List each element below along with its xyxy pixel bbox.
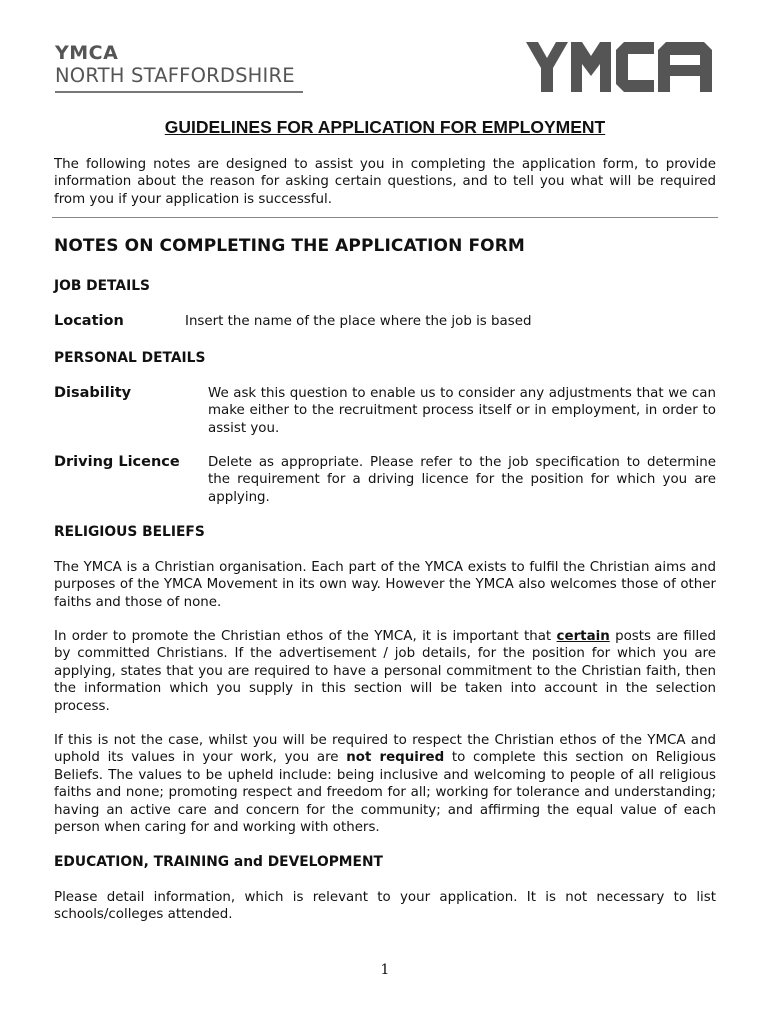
religious-p3-before: If this is not the case, whilst you will be required to respect the Christian ethos of the YMCA and uphold its values in your work, you are	[54, 733, 716, 766]
religious-p2-before: In order to promote the Christian ethos of the YMCA, it is important that	[54, 629, 557, 644]
religious-beliefs-heading: RELIGIOUS BELIEFS	[54, 524, 205, 540]
education-heading: EDUCATION, TRAINING and DEVELOPMENT	[54, 854, 383, 870]
emphasis-certain: certain	[556, 629, 610, 644]
ymca-logo-glyphs	[526, 42, 712, 92]
driving-licence-label: Driving Licence	[54, 454, 180, 470]
location-label: Location	[54, 313, 124, 329]
location-text: Insert the name of the place where the job is based	[185, 314, 532, 329]
brand-underline	[55, 91, 303, 93]
page-number: 1	[380, 962, 390, 978]
disability-label: Disability	[54, 385, 132, 401]
intro-paragraph: The following notes are designed to assist you in completing the application form, to provide information about the reason for asking certain questions, and to tell you what will be required from you if your application is successful.	[54, 157, 716, 207]
religious-paragraph-1: The YMCA is a Christian organisation. Each part of the YMCA exists to fulfil the Christian aims and purposes of the YMCA Movement in its own way. However the YMCA also welcomes those of other faiths and those of none.	[54, 560, 716, 610]
driving-licence-text: Delete as appropriate. Please refer to the job specification to determine the requirement for a driving licence for the position for which you are applying.	[208, 455, 716, 505]
religious-p2-after: posts are filled by committed Christians. If the advertisement / job details, for the position for which you are applying, states that you are required to have a personal commitment to the Christian faith, then the information which you supply in this section will be taken into account in the selection process.	[54, 629, 716, 714]
brand-line-north-staffordshire: NORTH STAFFORDSHIRE	[55, 64, 295, 87]
disability-text: We ask this question to enable us to consider any adjustments that we can make either to the recruitment process itself or in employment, in order to assist you.	[208, 386, 716, 436]
religious-paragraph-3	[54, 732, 716, 836]
brand-wordmark	[55, 42, 303, 93]
personal-details-heading: PERSONAL DETAILS	[54, 350, 206, 366]
religious-paragraph-2	[54, 628, 716, 715]
religious-p3-after: to complete this section on Religious Beliefs. The values to be upheld include: being inclusive and welcoming to people of all religious faiths and none; promoting respect and freedom for all; working for tolerance and understanding; having an active care and concern for the community; and affirming the equal value of each person when caring for and working with others.	[54, 750, 716, 836]
notes-heading: NOTES ON COMPLETING THE APPLICATION FORM	[54, 236, 525, 256]
emphasis-not-required: not required	[346, 750, 445, 766]
education-paragraph: Please detail information, which is relevant to your application. It is not necessary to list schools/colleges attended.	[54, 890, 716, 923]
ymca-logo	[524, 38, 714, 94]
section-divider	[52, 217, 718, 218]
job-details-heading: JOB DETAILS	[54, 278, 150, 294]
brand-line-ymca: YMCA	[55, 42, 119, 64]
document-title: GUIDELINES FOR APPLICATION FOR EMPLOYMENT	[164, 117, 606, 137]
